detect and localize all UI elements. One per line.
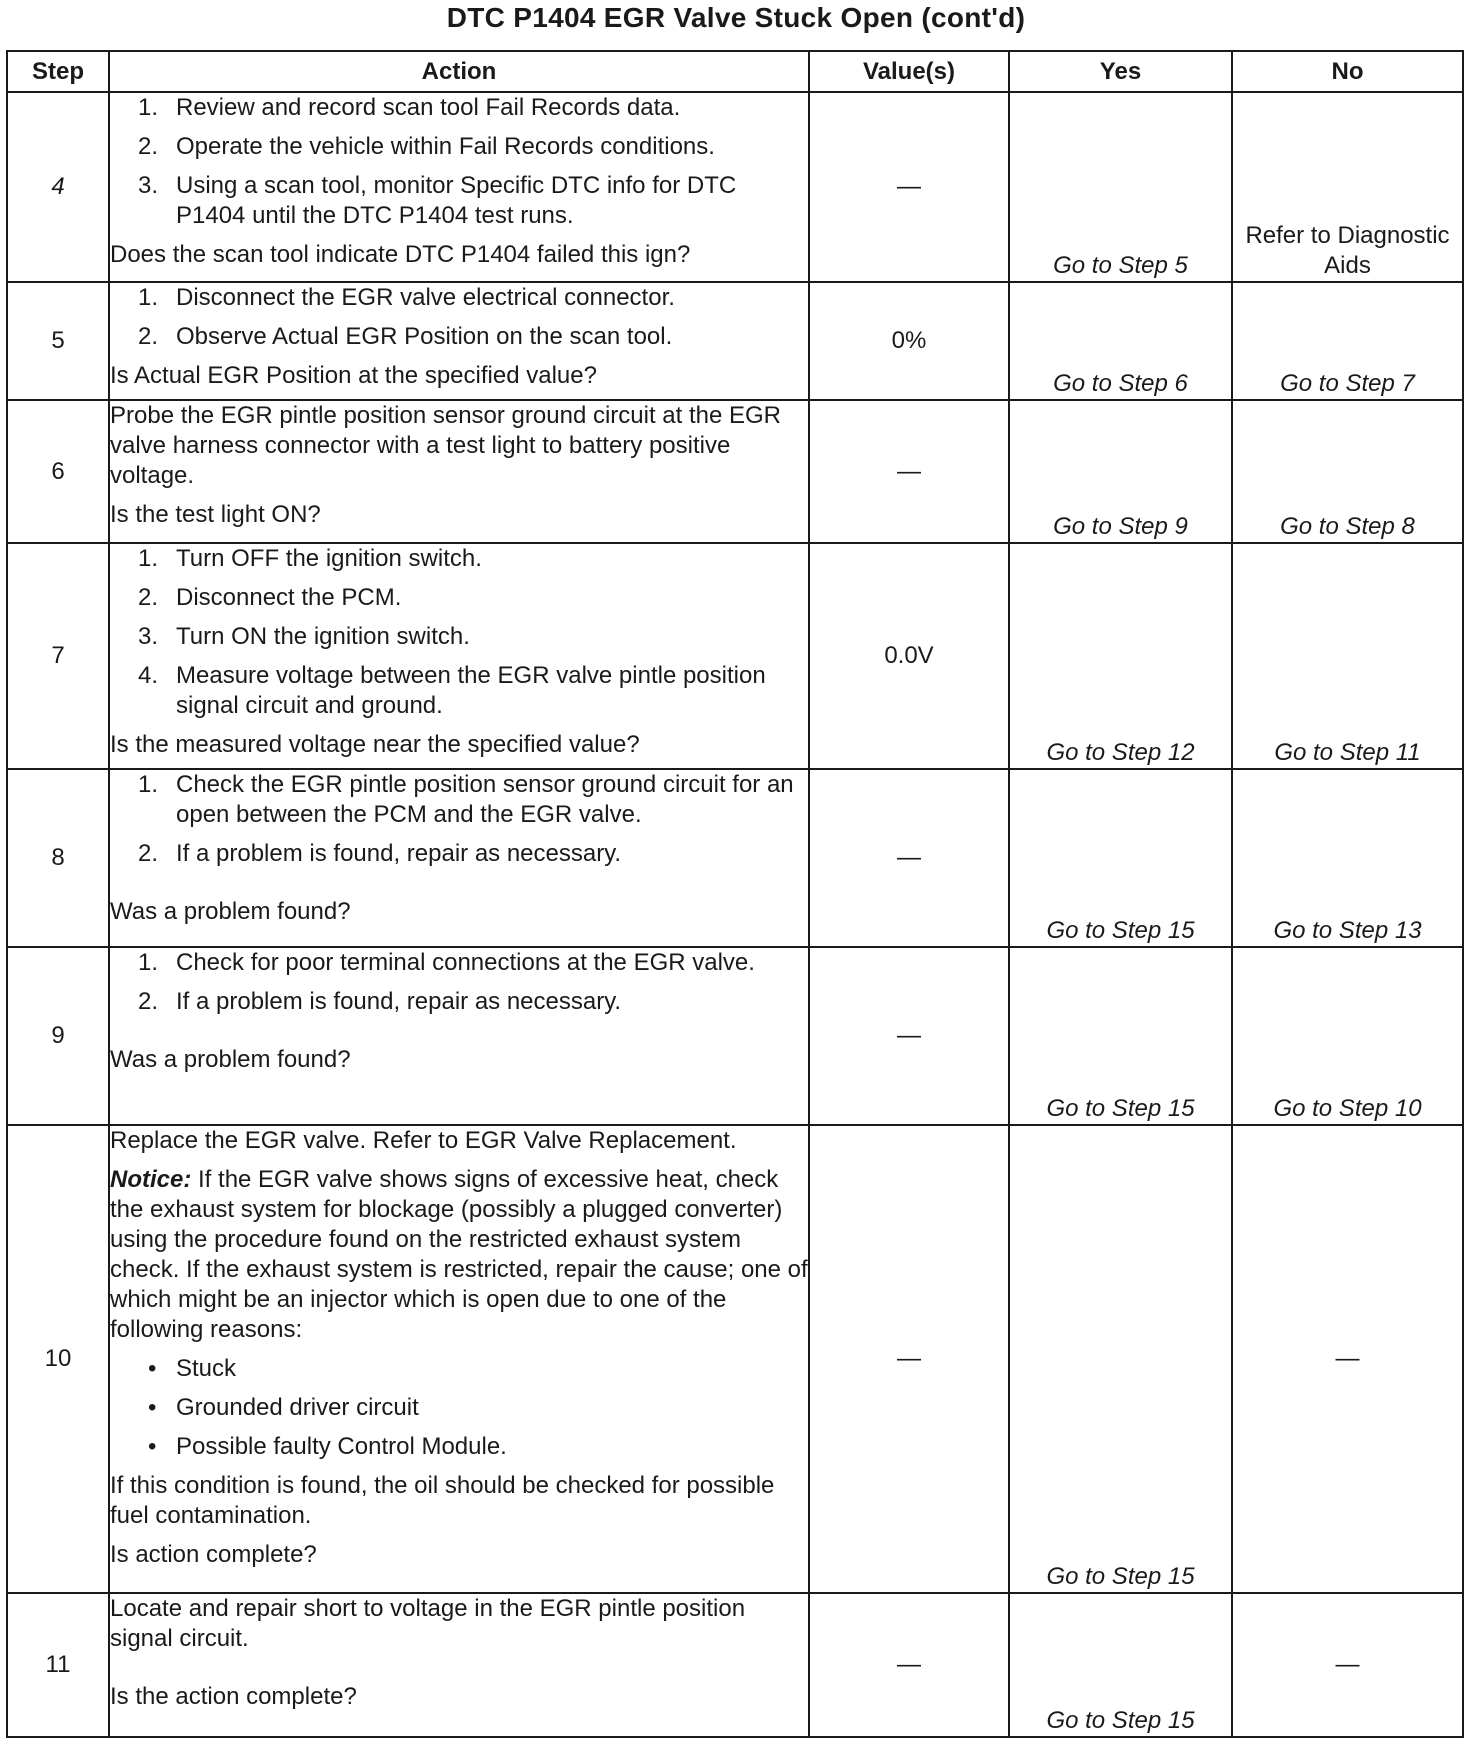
action-item: 2. Operate the vehicle within Fail Records conditions. xyxy=(138,133,715,160)
action-item: 2. Disconnect the PCM. xyxy=(138,584,402,611)
action-question: Is action complete? xyxy=(110,1541,317,1568)
yes-cell: Go to Step 15 xyxy=(1009,947,1232,1125)
table-row-step-9 xyxy=(7,947,1463,1125)
action-cell xyxy=(109,543,809,769)
no-cell: Go to Step 13 xyxy=(1232,769,1463,947)
action-cell xyxy=(109,92,809,282)
notice-paragraph xyxy=(110,1165,808,1345)
value-cell: — xyxy=(809,1125,1009,1593)
step-number: 11 xyxy=(7,1593,109,1737)
action-cell xyxy=(109,947,809,1125)
value-cell: — xyxy=(809,1593,1009,1737)
action-item: 2. If a problem is found, repair as necessary. xyxy=(138,840,622,867)
action-cell xyxy=(109,769,809,947)
header-values: Value(s) xyxy=(809,51,1009,92)
diagnostic-table xyxy=(6,50,1464,1738)
action-question: Was a problem found? xyxy=(110,1046,351,1073)
yes-cell: Go to Step 9 xyxy=(1009,400,1232,543)
no-cell: — xyxy=(1232,1125,1463,1593)
table-row-step-7 xyxy=(7,543,1463,769)
header-action: Action xyxy=(109,51,809,92)
table-row-step-4 xyxy=(7,92,1463,282)
bullet-item: • Grounded driver circuit xyxy=(148,1394,419,1421)
no-cell: Go to Step 8 xyxy=(1232,400,1463,543)
action-question: Is Actual EGR Position at the specified value? xyxy=(110,362,597,389)
yes-cell: Go to Step 15 xyxy=(1009,769,1232,947)
action-text: Locate and repair short to voltage in the EGR pintle position signal circuit. xyxy=(110,1595,746,1652)
value-cell: — xyxy=(809,92,1009,282)
action-cell xyxy=(109,1125,809,1593)
header-step: Step xyxy=(7,51,109,92)
value-cell: 0% xyxy=(809,282,1009,400)
action-item: 3. Turn ON the ignition switch. xyxy=(138,623,470,650)
header-yes: Yes xyxy=(1009,51,1232,92)
value-cell: — xyxy=(809,769,1009,947)
header-row xyxy=(7,51,1463,92)
no-cell: Go to Step 7 xyxy=(1232,282,1463,400)
action-cell xyxy=(109,1593,809,1737)
yes-cell: Go to Step 15 xyxy=(1009,1125,1232,1593)
action-question: Does the scan tool indicate DTC P1404 failed this ign? xyxy=(110,241,691,268)
yes-cell: Go to Step 15 xyxy=(1009,1593,1232,1737)
step-number: 9 xyxy=(7,947,109,1125)
action-cell xyxy=(109,282,809,400)
yes-cell: Go to Step 5 xyxy=(1009,92,1232,282)
no-cell: Go to Step 10 xyxy=(1232,947,1463,1125)
table-row-step-10 xyxy=(7,1125,1463,1593)
action-item: 3. Using a scan tool, monitor Specific DTC info for DTC P1404 until the DTC P1404 test runs. xyxy=(138,172,737,229)
notice-label: Notice: xyxy=(110,1166,192,1193)
action-text-after: If this condition is found, the oil should be checked for possible fuel contamination. xyxy=(110,1472,775,1529)
no-cell: Go to Step 11 xyxy=(1232,543,1463,769)
action-question: Was a problem found? xyxy=(110,898,351,925)
step-number: 5 xyxy=(7,282,109,400)
step-number: 8 xyxy=(7,769,109,947)
value-cell: 0.0V xyxy=(809,543,1009,769)
value-cell: — xyxy=(809,400,1009,543)
bullet-item: • Possible faulty Control Module. xyxy=(148,1433,507,1460)
no-cell: — xyxy=(1232,1593,1463,1737)
action-item: 1. Turn OFF the ignition switch. xyxy=(138,545,482,572)
header-no: No xyxy=(1232,51,1463,92)
step-number: 7 xyxy=(7,543,109,769)
step-number: 4 xyxy=(7,92,109,282)
bullet-item: • Stuck xyxy=(148,1355,237,1382)
step-number: 6 xyxy=(7,400,109,543)
value-cell: — xyxy=(809,947,1009,1125)
action-cell xyxy=(109,400,809,543)
step-number: 10 xyxy=(7,1125,109,1593)
action-item: 2. Observe Actual EGR Position on the scan tool. xyxy=(138,323,673,350)
action-text: Probe the EGR pintle position sensor ground circuit at the EGR valve harness connector with a test light to battery positive voltage. xyxy=(110,402,782,489)
action-question: Is the test light ON? xyxy=(110,501,321,528)
yes-cell: Go to Step 6 xyxy=(1009,282,1232,400)
action-question: Is the action complete? xyxy=(110,1683,357,1710)
yes-cell: Go to Step 12 xyxy=(1009,543,1232,769)
action-item: 4. Measure voltage between the EGR valve pintle position signal circuit and ground. xyxy=(138,662,766,719)
action-text: Replace the EGR valve. Refer to EGR Valve Replacement. xyxy=(110,1127,737,1154)
action-item: 2. If a problem is found, repair as necessary. xyxy=(138,988,622,1015)
action-item: 1. Check the EGR pintle position sensor ground circuit for an open between the PCM and the EGR valve. xyxy=(138,771,794,828)
action-question: Is the measured voltage near the specified value? xyxy=(110,731,640,758)
action-item: 1. Check for poor terminal connections at the EGR valve. xyxy=(138,949,755,976)
no-cell: Refer to Diagnostic Aids xyxy=(1232,92,1463,282)
notice-text: If the EGR valve shows signs of excessive heat, check the exhaust system for blockage (possibly a plugged converter) using the procedure found on the restricted exhaust system check. If the exhaust system is restricted, repair the cause; one of which might be an injector which is open due to one of the following reasons: xyxy=(110,1166,808,1343)
action-item: 1. Review and record scan tool Fail Records data. xyxy=(138,94,681,121)
table-row-step-11 xyxy=(7,1593,1463,1737)
page-title: DTC P1404 EGR Valve Stuck Open (cont'd) xyxy=(446,2,1026,33)
table-row-step-5 xyxy=(7,282,1463,400)
action-item: 1. Disconnect the EGR valve electrical connector. xyxy=(138,284,675,311)
table-row-step-6 xyxy=(7,400,1463,543)
table-row-step-8 xyxy=(7,769,1463,947)
